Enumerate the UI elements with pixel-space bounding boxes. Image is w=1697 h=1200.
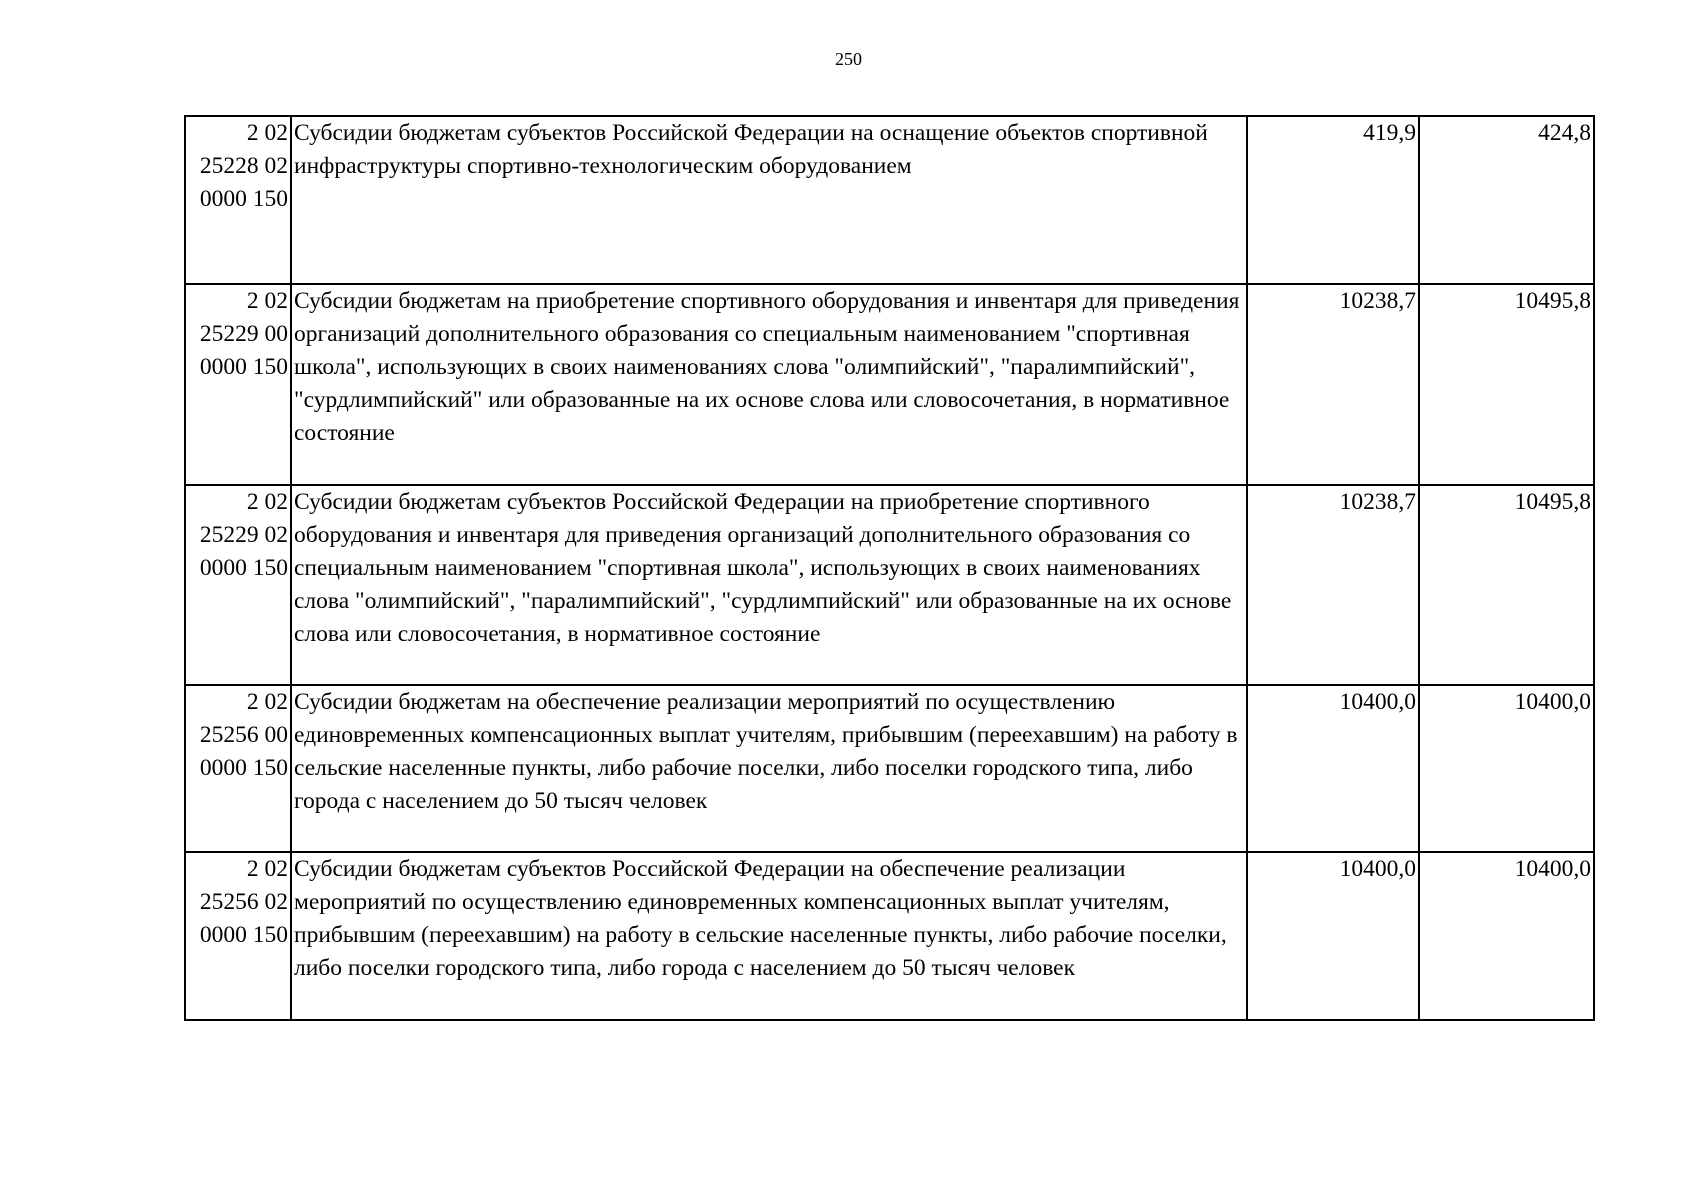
value-year-2: 10400,0 (1419, 685, 1594, 852)
value-year-1: 10238,7 (1247, 284, 1419, 485)
page-number: 250 (835, 49, 862, 69)
table-row (185, 685, 1594, 852)
budget-code: 2 02 25228 02 0000 150 (185, 116, 291, 284)
description: Субсидии бюджетам субъектов Российской Федерации на оснащение объектов спортивной инфраструктуры спортивно-технологическим оборудованием (291, 116, 1247, 284)
description: Субсидии бюджетам субъектов Российской Федерации на приобретение спортивного оборудования и инвентаря для приведения организаций дополнительного образования со специальным наименованием "спортивная школа", использующих в своих наименованиях слова "олимпийский", "паралимпийский", "сурдлимпийский" или образованные на их основе слова или словосочетания, в нормативное состояние (291, 485, 1247, 685)
budget-code: 2 02 25229 02 0000 150 (185, 485, 291, 685)
value-year-2: 10400,0 (1419, 852, 1594, 1020)
table-row (185, 852, 1594, 1020)
table-row (185, 485, 1594, 685)
budget-code: 2 02 25256 02 0000 150 (185, 852, 291, 1020)
description: Субсидии бюджетам субъектов Российской Федерации на обеспечение реализации мероприятий по осуществлению единовременных компенсационных выплат учителям, прибывшим (переехавшим) на работу в сельские населенные пункты, либо рабочие поселки, либо поселки городского типа, либо города с населением до 50 тысяч человек (291, 852, 1247, 1020)
table-row (185, 284, 1594, 485)
value-year-2: 10495,8 (1419, 485, 1594, 685)
budget-table (184, 115, 1595, 1021)
value-year-1: 10400,0 (1247, 685, 1419, 852)
value-year-1: 419,9 (1247, 116, 1419, 284)
value-year-2: 10495,8 (1419, 284, 1594, 485)
budget-code: 2 02 25256 00 0000 150 (185, 685, 291, 852)
description: Субсидии бюджетам на приобретение спортивного оборудования и инвентаря для приведения организаций дополнительного образования со специальным наименованием "спортивная школа", использующих в своих наименованиях слова "олимпийский", "паралимпийский", "сурдлимпийский" или образованные на их основе слова или словосочетания, в нормативное состояние (291, 284, 1247, 485)
description: Субсидии бюджетам на обеспечение реализации мероприятий по осуществлению единовременных компенсационных выплат учителям, прибывшим (переехавшим) на работу в сельские населенные пункты, либо рабочие поселки, либо поселки городского типа, либо города с населением до 50 тысяч человек (291, 685, 1247, 852)
value-year-1: 10238,7 (1247, 485, 1419, 685)
value-year-2: 424,8 (1419, 116, 1594, 284)
table-row (185, 116, 1594, 284)
value-year-1: 10400,0 (1247, 852, 1419, 1020)
budget-code: 2 02 25229 00 0000 150 (185, 284, 291, 485)
